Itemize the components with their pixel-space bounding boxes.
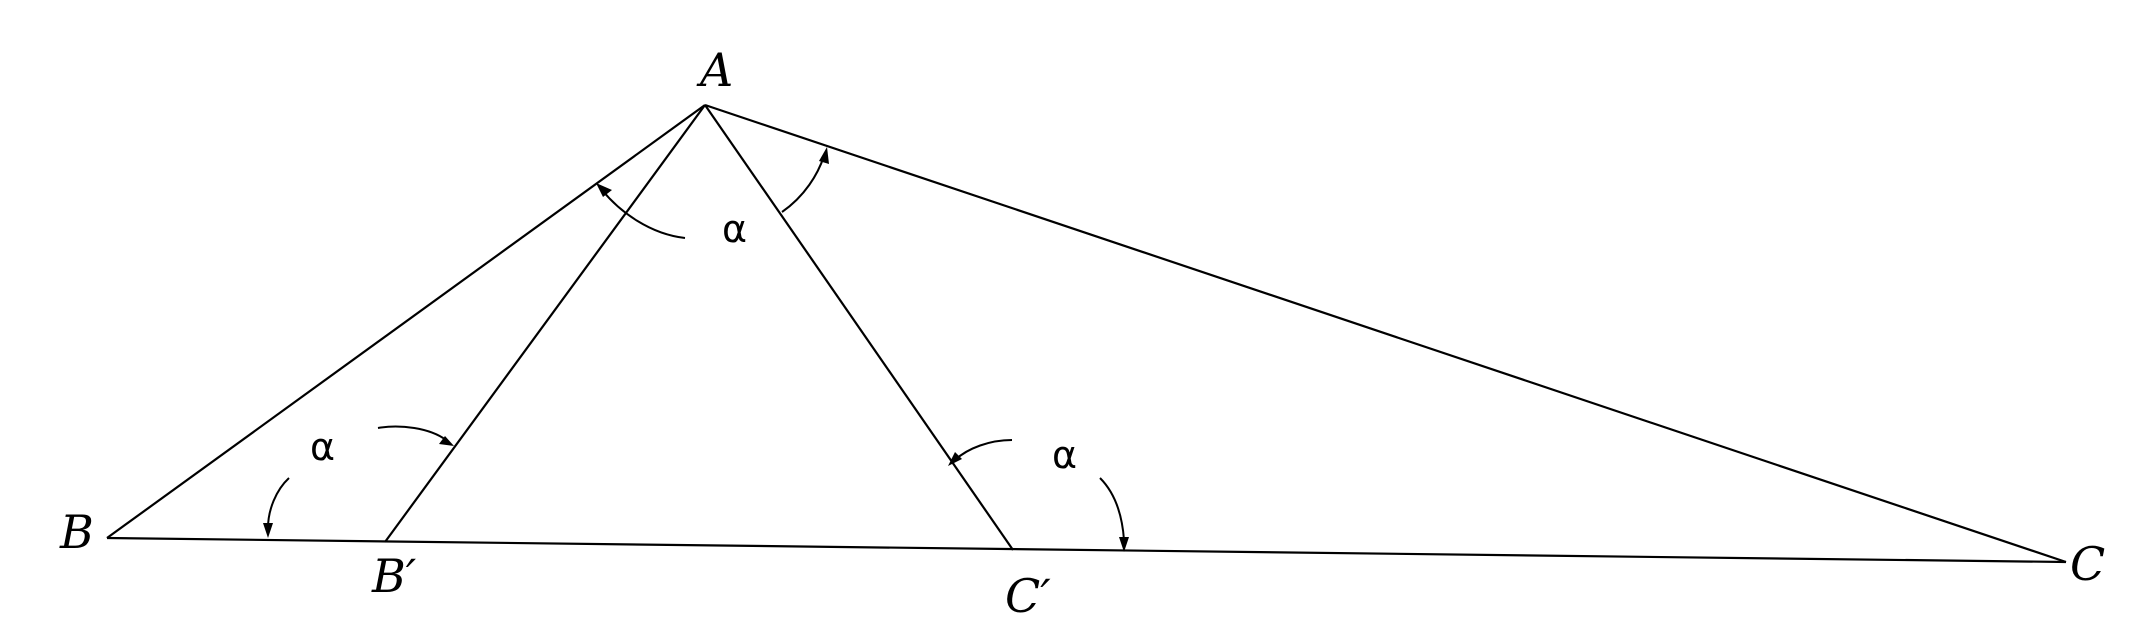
label-B: B: [60, 505, 94, 559]
segment-AC-prime: [705, 105, 1013, 550]
label-A: A: [700, 43, 734, 97]
label-C: C: [2070, 537, 2106, 591]
arrowhead-A-right: [819, 147, 829, 164]
angle-arc-A-right: [782, 156, 824, 212]
label-B-prime: B′: [372, 549, 417, 603]
arrowhead-B-prime-lower: [263, 523, 273, 538]
angle-arc-B-prime: [268, 478, 289, 528]
alpha-label-A: α: [722, 207, 748, 251]
segment-AB: [107, 105, 705, 538]
angle-arc-B-prime-upper: [378, 427, 446, 441]
segment-AC: [705, 105, 2066, 562]
alpha-label-B-prime: α: [310, 425, 336, 469]
label-C-prime: C′: [1005, 569, 1051, 623]
angle-arc-C-prime-upper: [955, 440, 1012, 460]
arrowhead-A-left: [596, 183, 612, 197]
segment-AB-prime: [385, 105, 705, 542]
angle-arc-C-prime-lower: [1100, 478, 1124, 540]
alpha-label-C-prime: α: [1052, 433, 1078, 477]
angle-arc-A-left: [602, 190, 685, 238]
